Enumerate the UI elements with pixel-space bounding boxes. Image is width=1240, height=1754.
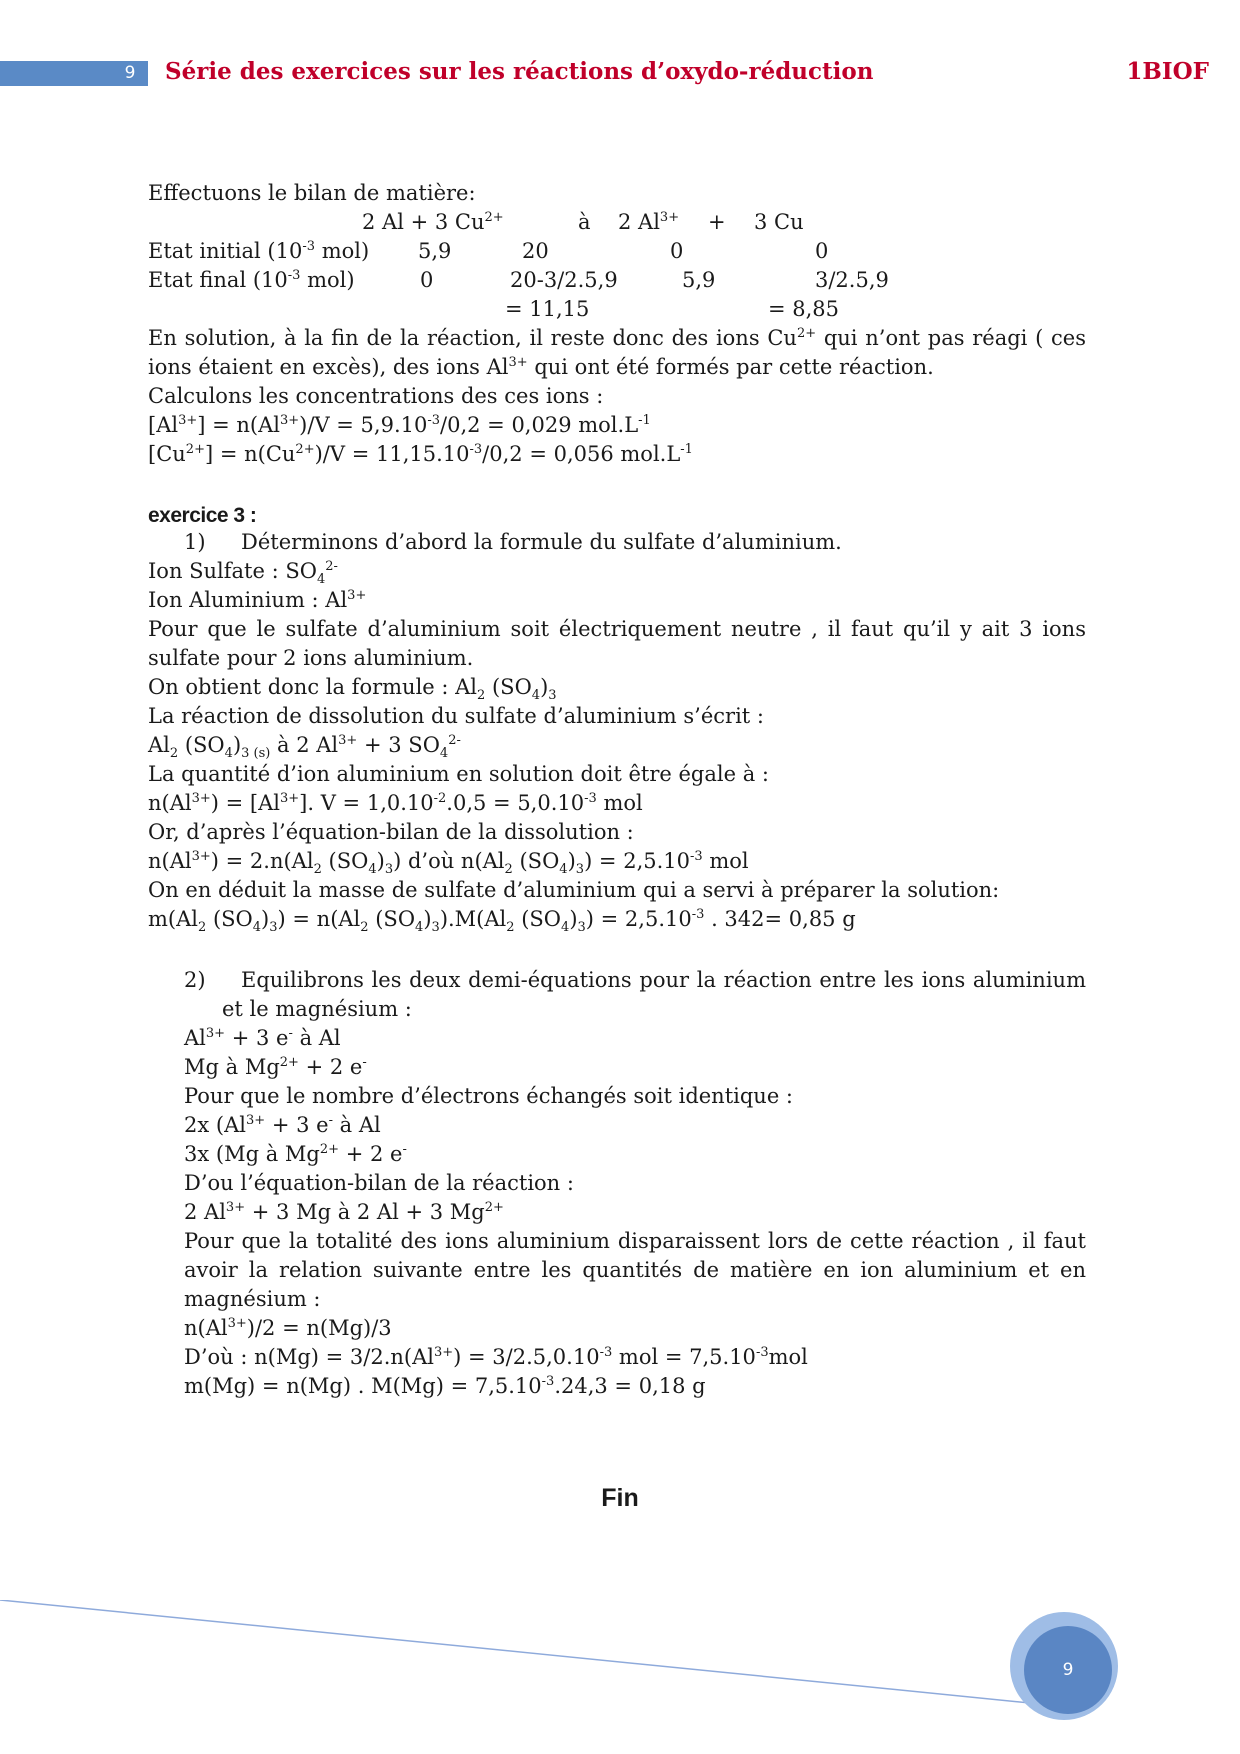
solution-paragraph-line2: ions étaient en excès), des ions $Al^{3+}$ qui ont été formés par cette réaction. bbox=[148, 355, 934, 379]
multiplied-al: 2x ($Al^{3+} + 3$ e- à Al bbox=[184, 1113, 381, 1137]
question-2-line2: et le magnésium : bbox=[222, 997, 412, 1021]
formula-line: On obtient donc la formule : $Al_2$ $(SO_4)_3$ bbox=[148, 675, 557, 704]
totality-line3: magnésium : bbox=[184, 1287, 321, 1311]
concentration-title: Calculons les concentrations des ces ions : bbox=[148, 384, 604, 408]
half-equation-al: $Al^{3+} + 3$ e- à Al bbox=[184, 1026, 341, 1050]
end-label: Fin bbox=[601, 1484, 639, 1512]
class-label: 1BIOF bbox=[1126, 58, 1209, 85]
concentration-cu: $[Cu^{2+}] = n(Cu^{2+})/V = 11,15.10^{-3}/0,2 = 0,056$ $mol.L^{-1}$ bbox=[148, 442, 693, 466]
neutral-line1: Pour que le sulfate d’aluminium soit électriquement neutre , il faut qu’il y ait 3 ions bbox=[148, 617, 1086, 641]
mass-calc: $m(Al_2$ $(SO_4)_3) = n(Al_2$ $(SO_4)_3).M(Al_2$ $(SO_4)_3) = 2,5.10^{-3}$ . 342= 0,85 g bbox=[148, 907, 856, 936]
ion-aluminium: Ion Aluminium : $Al^{3+}$ bbox=[148, 588, 367, 612]
deduce-line: On en déduit la masse de sulfate d’aluminium qui a servi à préparer la solution: bbox=[148, 878, 1000, 902]
header-page-number: 9 bbox=[124, 63, 136, 83]
neutral-line2: sulfate pour 2 ions aluminium. bbox=[148, 646, 474, 670]
ion-sulfate: Ion Sulfate : $SO_4^{2-}$ bbox=[148, 559, 338, 588]
totality-line2: avoir la relation suivante entre les quantités de matière en ion aluminium et en bbox=[184, 1258, 1086, 1282]
bilan-intro: Effectuons le bilan de matière: bbox=[148, 181, 476, 205]
dissolution-title: La réaction de dissolution du sulfate d’aluminium s’écrit : bbox=[148, 704, 764, 728]
exercise-3-title: exercice 3 : bbox=[148, 504, 257, 527]
n-mg-calc: D’où : $n(Mg) = 3/2.n(Al^{3+}) = 3/2.5,0.10^{-3}$ mol = $7,5.10^{-3}mol$ bbox=[184, 1345, 808, 1369]
relation-line: $n(Al^{3+})/2 = n(Mg)/3$ bbox=[184, 1316, 392, 1340]
m-mg-calc: m(Mg) = n(Mg) . $M(Mg) = 7,5.10^{-3}.24,3 = 0,18$ g bbox=[184, 1374, 706, 1398]
overall-equation: 2 $Al^{3+} + 3$ Mg à 2 Al + 3 $Mg^{2+}$ bbox=[184, 1200, 504, 1224]
overall-title: D’ou l’équation-bilan de la réaction : bbox=[184, 1171, 574, 1195]
footer-page-number: 9 bbox=[1024, 1626, 1112, 1714]
solution-paragraph-line1: En solution, à la fin de la réaction, il reste donc des ions $Cu^{2+}$ qui n’ont pas réagi ( ces bbox=[148, 326, 1087, 350]
quantity-calc: $n(Al^{3+}) = [Al^{3+}]$. $V = 1,0.10^{-2}.0,5 = 5,0.10^{-3}$ mol bbox=[148, 791, 643, 815]
half-equation-mg: Mg à $Mg^{2+} + 2$ e- bbox=[184, 1055, 367, 1079]
or-line: Or, d’après l’équation-bilan de la dissolution : bbox=[148, 820, 634, 844]
document-title: Série des exercices sur les réactions d’oxydo-réduction bbox=[165, 58, 874, 85]
totality-line1: Pour que la totalité des ions aluminium disparaissent lors de cette réaction , il faut bbox=[184, 1229, 1086, 1253]
concentration-al: $[Al^{3+}] = n(Al^{3+})/V = 5,9.10^{-3}/0,2 = 0,029$ $mol.L^{-1}$ bbox=[148, 413, 651, 437]
multiplied-mg: 3x (Mg à $Mg^{2+} + 2$ e- bbox=[184, 1142, 407, 1166]
dissolution-equation: $Al_2$ $(SO_4)_{3 (s)}$ à 2 $Al^{3+} + 3$ $SO_4^{2-}$ bbox=[148, 733, 461, 762]
same-electrons-line: Pour que le nombre d’électrons échangés soit identique : bbox=[184, 1084, 794, 1108]
quantity-title: La quantité d’ion aluminium en solution doit être égale à : bbox=[148, 762, 769, 786]
n-sulfate-calc: $n(Al^{3+}) = 2.n(Al_2$ $(SO_4)_3$) d’où $n(Al_2$ $(SO_4)_3) = 2,5.10^{-3}$ mol bbox=[148, 849, 749, 878]
